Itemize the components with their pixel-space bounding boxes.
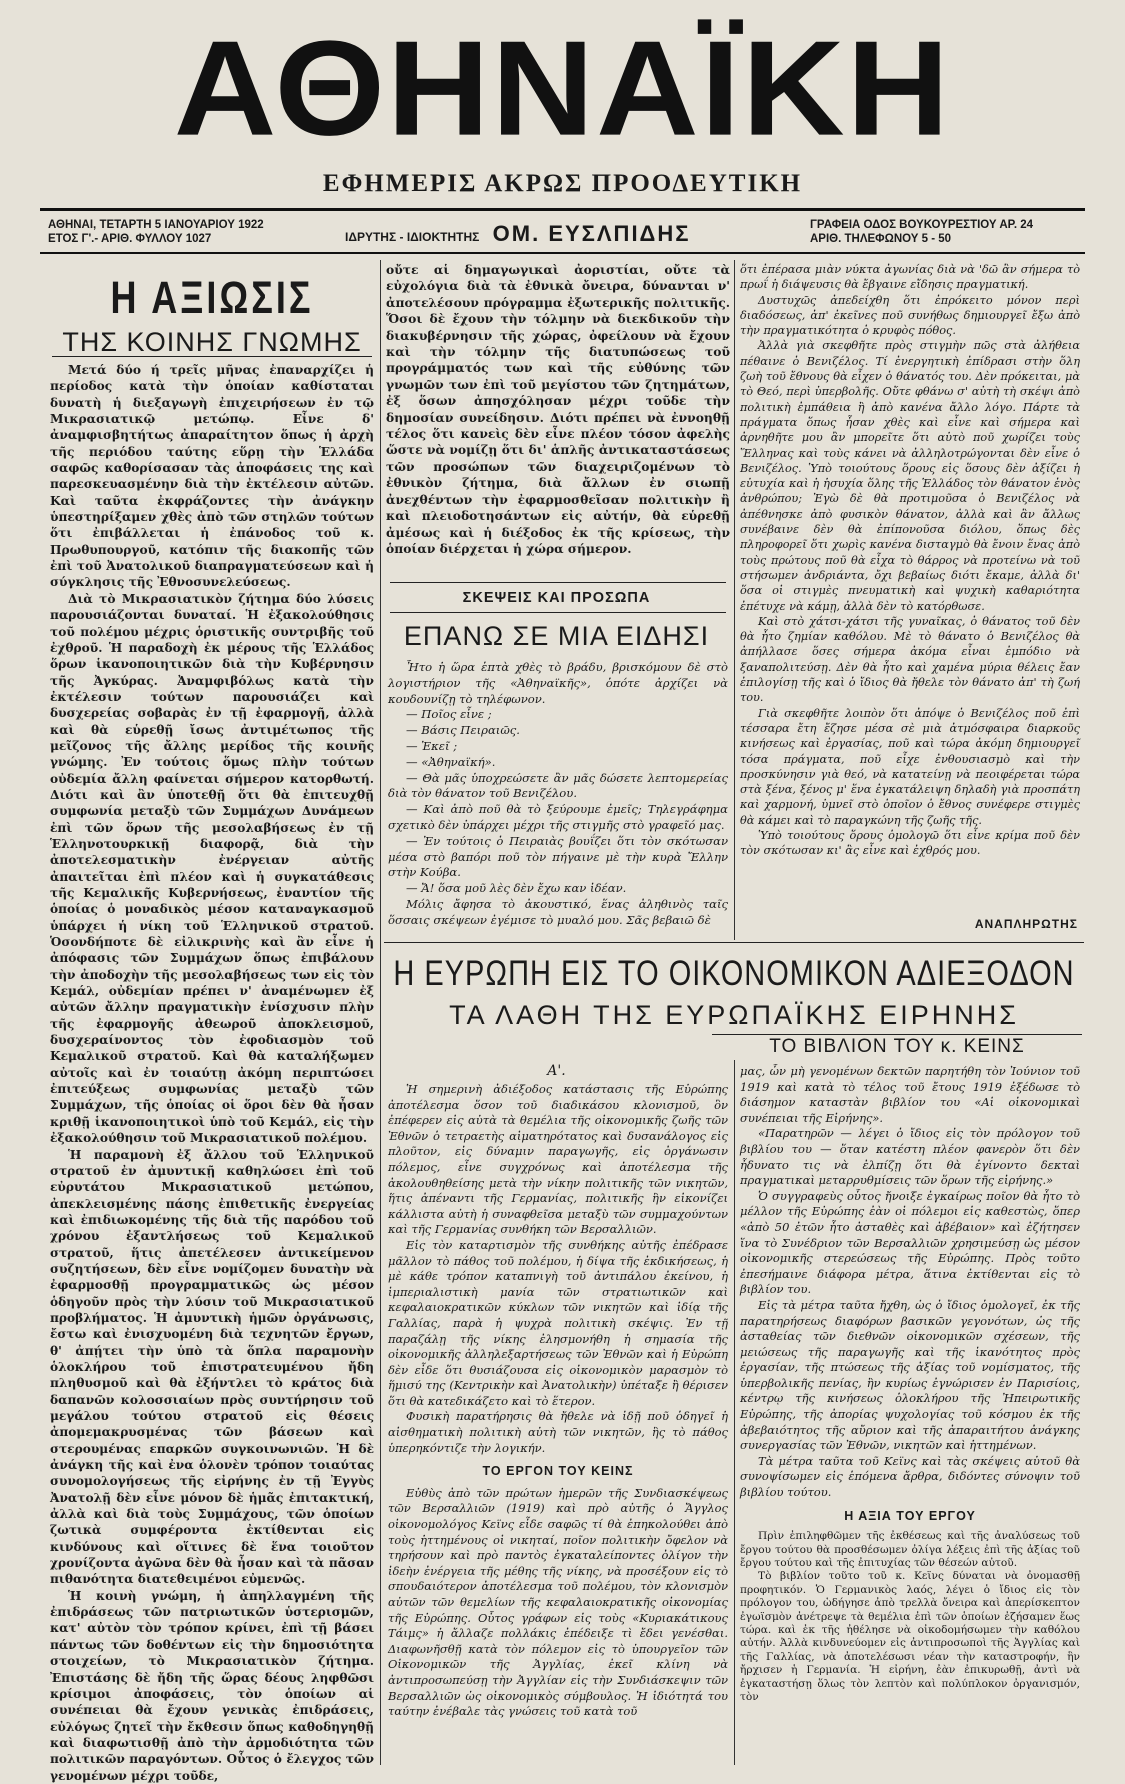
article2-col3-paragraph: Εἰς τὰ μέτρα ταῦτα ἤχθη, ὡς ὁ ἴδιος ὁμολογεῖ, ἐκ τῆς παρατηρήσεως διαφόρων βασικῶν γεγονότων, ὡς τῆς ἀσταθείας τῶν διεθνῶν οἰκονομικῶν σχέσεων, τῆς μειώσεως τῆς παραγωγῆς καὶ τῆς ἱκανότητος πρὸς ἐργασίαν, τῆς πτώσεως τῆς ἀξίας τοῦ νομίσματος, τῆς ὑπερβολικῆς πενίας, ἣν κυρίως ἐγνώρισεν ἐν Παρισίοις, κέντρῳ τῆς κινήσεως ὁλοκλήρου τῆς Ἠπειρωτικῆς Εὐρώπης, τῆς ἀπορίας ψυχολογίας τοῦ κόσμου ἐκ τῆς ἀβεβαιότητος τῆς αὔριον καὶ τῆς ἀπαραιτήτου ἀνάγκης συνεργασίας τῶν Ἐθνῶν, νικητῶν καὶ ἡττημένων. bbox=[740, 1297, 1080, 1453]
book-heading-rule bbox=[712, 1034, 1082, 1035]
newspaper-title: ΑΘΗΝΑΪΚΗ bbox=[173, 13, 952, 165]
column-paragraph: Ἀλλὰ γιὰ σκεφθῆτε πρὸς στιγμὴν πῶς στὰ ἀλήθεια πέθαινε ὁ Βενιζέλος. Τί ἐνεργητικὴ ἐπίδρασι στὴν ὅλη ζωὴ τοῦ ἔθνους θὰ εἶχεν ὁ θάνατός του. Δὲν πρόκειται, μὰ τὸ Θεό, περὶ ὑπερβολῆς. Οὔτε φθάνω σ' αὐτὴ τὴ σκέψι ἀπὸ πολιτικὴ ἐμπάθεια ἢ ἀπὸ κανένα ἄλλο λόγο. Πάρτε τὰ πράγματα ὅπως ἦσαν χθὲς καὶ εἶνε καὶ σήμερα καὶ ἀρνηθῆτε μου ἂν μπορεῖτε ὅτι αὐτὸ ποῦ χωρίζει τοὺς Ἕλληνας καὶ τοὺς κάνει νὰ ἀλληλοτρώγονται δὲν εἶνε ὁ Βενιζέλος. Ὑπὸ τοιούτους ὅρους εἰς ὅσους δὲν ἀξίζει ἡ εὐτυχία καὶ ἡ ἡσυχία ὅλης τῆς Ἑλλάδος τὸν θάνατον ἑνὸς ἀνθρώπου; Ἐγὼ δὲ θὰ προτιμοῦσα ὁ Βενιζέλος νὰ ἀπέθνησκε ἀπὸ φυσικὸν θάνατον, ἀλλὰ καὶ ἂν ἄλλως συνέβαινε δὲν θὰ ἐπίπονοῦσα διόλου, ὅπως δὲς πληροφορεῖ ὅτι χωρὶς κανένα δισταγμὸ θὰ ἔνοιν ἕνας ἀπὸ τοὺς πρώτους ποῦ θὰ εἶχα τὸ θάρρος νὰ προτείνω νὰ τοῦ στήσωμεν ἀνδριάντα, ὄχι βεβαίως διότι ἔκαμε, ἀλλὰ δι' ὅσα οἱ στιγμὲς πνευματικὴ καὶ ψυχικὴ καθαριότητα ἐπέτυχε νὰ κάμῃ, ἀλλὰ δὲν τὸ κατόρθωσε. bbox=[740, 339, 1080, 613]
column-paragraph: Γιὰ σκεφθῆτε λοιπὸν ὅτι ἀπόψε ὁ Βενιζέλος ποῦ ἐπὶ τέσσαρα ἔτη ἔζησε μέσα σὲ μιὰ ἀτμόσφαιρα διαρκοῦς κινήσεως καὶ ἐργασίας, ποῦ καὶ τώρα ἀκόμη δημιουργεῖ τόσα πράγματα, ποῦ εἶχε ἐνθουσιασμὸ καὶ τὴν προσκύνησιν γιὰ θεό, νὰ κατατείνῃ νὰ πεοιφέρεται τώρα στὰ ξένα, ξένος μ' ἕνα ἐγκατάλειψη δηλαδὴ γιὰ προσπάτη καὶ χαρμονή, ὑμνεῖ στὸ ὁποῖον ὁ ἔθνος συνέφερε στιγμὲς θὰ κάμει καὶ τὸ παραγκώνη τῆς ζωῆς τῆς. bbox=[740, 706, 1080, 827]
column-paragraph: — «Ἀθηναϊκή». bbox=[406, 754, 496, 769]
subsection-title: ΤΟ ΕΡΓΟΝ ΤΟΥ ΚΕΙΝΣ bbox=[482, 1464, 634, 1479]
masthead bbox=[40, 13, 1085, 165]
article1-title: Η ΑΞΙΩΣΙΣ bbox=[110, 271, 314, 323]
phone-line: ΑΡΙΘ. ΤΗΛΕΦΩΝΟΥ 5 - 50 bbox=[810, 233, 952, 245]
article2-col3-paragraph: Τὰ μέτρα ταῦτα τοῦ Κεϊνς καὶ τὰς σκέψεις αὐτοῦ θὰ συνοψίσωμεν εἰς ἑπόμενα ἄρθρα, διδόντες σύνοψιν τοῦ βιβλίου τούτου. bbox=[740, 1453, 1080, 1500]
issue-line: ΕΤΟΣ Γ'.- ΑΡΙΘ. ΦΥΛΛΟΥ 1027 bbox=[48, 233, 212, 245]
article2-subsection-paragraph: Εὐθὺς ἀπὸ τῶν πρώτων ἡμερῶν τῆς Συνδιασκέψεως τῶν Βερσαλλιῶν (1919) καὶ πρὸ αὐτῆς ὁ Ἄγγλος οἰκονομολόγος Κεϊνς εἶδε σαφῶς τί θὰ ἐπηκολούθει ἀπὸ τοὺς ἡττημένους οἱ νικηταί, ποῖον πολιτικὴν ὄφελον νὰ τηρήσουν καὶ πρὸ παντὸς ἐγκαταλείποντες ὀλίγον τὴν ἰδεὴν ἐνέργεια τῆς μέθης τῆς νίκης, νὰ προσέξουν εἰς τὸ σπουδαιότερον ἀποτέλεσμα τοῦ πολέμου, τὸν κλονισμὸν αὐτῶν τῶν θεμελίων τῆς κεφαλαιοκρατικῆς οἰκονομίας τῆς Εὐρώπης. Οὗτος γράφων εἰς τοὺς «Κυριακάτικους Τάιμς» ἡ ἄλλαζε πολλάκις ἐπέδειξε τὶ ἔδει γενέσθαι. Διαφωνῆσθῇ κατὰ τὸν πόλεμον εἰς τὸ ὑπουργεῖον τῶν Οἰκονομικῶν τῆς Ἀγγλίας, ἐκεῖ κλίνη νὰ ἀντιπροσωπεύσῃ τὴν Ἀγγλίαν εἰς τὴν Συνδιάσκεψιν τῶν Βερσαλλιῶν ὡς οἰκονομικὸς σύμβουλος. Ἡ ἰδιότητά του ταύτην ἐνέβαλε τὰς γνώσεις τοῦ κατὰ τοῦ bbox=[388, 1485, 728, 1719]
article2-col3 bbox=[740, 1064, 1080, 1705]
column-paragraph: Δυστυχῶς ἀπεδείχθη ὅτι ἐπρόκειτο μόνον περὶ διαδόσεως, ἀπ' ἐκεῖνες ποῦ συνήθως δημιουργεῖ ἔξω ἀπὸ τὴν πραγματικότητα ὁ κρυφὸς πόθος. bbox=[740, 293, 1080, 338]
column-paragraph: — Ἐν τούτοις ὁ Πειραιὰς βουΐζει ὅτι τὸν σκότωσαν μέσα στὸ βαπόρι ποῦ τὸν πήγαινε μὲ τὴν κυρὰ Ἔλλην στὴν Κούβα. bbox=[388, 833, 728, 880]
column-paragraph: — Ἐκεῖ ; bbox=[406, 738, 458, 753]
article1-rule bbox=[52, 356, 372, 357]
column-paragraph: Ἦτο ἡ ὥρα ἑπτὰ χθὲς τὸ βράδυ, βρισκόμουν δὲ στὸ λογιστήριον τῆς «Ἀθηναϊκῆς», ὁπότε ἀρχίζει νὰ κουδουνίζῃ τὸ τηλέφωνον. bbox=[388, 660, 728, 706]
article2-title: Η ΕΥΡΩΠΗ ΕΙΣ ΤΟ ΟΙΚΟΝΟΜΙΚΟΝ ΑΔΙΕΞΟΔΟΝ bbox=[393, 954, 1075, 994]
article2-col3-paragraph: Ὁ συγγραφεὺς οὗτος ἤνοιξε ἐγκαίρως ποῖον θὰ ἦτο τὸ μέλλον τῆς Εὐρώπης ἐὰν οἱ πόλεμοι εἰς καθεστὼς, ὅπερ «ἀπὸ 50 ἐτῶν ἦτο ἀσταθὲς καὶ ἀβέβαιον» καὶ ἐζήτησεν ἵνα τὸ Συνέδριον τῶν Βερσαλλιῶν χρησιμεύσῃ ὡς μέσον οἰκονομικῆς στερεώσεως τῆς Εὐρώπης. Πρὸς τοῦτο ἐπεσήμαινε διάφορα μέτρα, ἅτινα ἐκτίθενται εἰς τὸ βιβλίον του. bbox=[740, 1188, 1080, 1297]
article2-paragraph: Φυσικὴ παρατήρησις θὰ ἤθελε νὰ ἰδῇ ποῦ ὁδηγεῖ ἡ αἰσθηματικὴ πολιτικὴ αὐτὴ τῶν νικητῶν, ἣς τὸ πάθος ὑπερηκόντιζε τὴν λογικήν. bbox=[388, 1409, 728, 1455]
section-rule-top bbox=[390, 582, 726, 583]
issue-info bbox=[48, 218, 308, 246]
article1-paragraph: Μετά δύο ή τρεῖς μῆνας ἐπαναρχίζει ἡ περίοδος κατὰ τὴν ὁποίαν καθίσταται δυνατὴ ἡ διεξαγωγὴ ἐπιχειρήσεων ἐν τῷ Μικρασιατικῷ μετώπῳ. Εἶνε δ' ἀναμφισβητήτως ἀπαραίτητον ὅπως ἡ ἀρχὴ τῆς περιόδου ταύτης εὕρῃ τὴν Ἑλλάδα σαφῶς καθορίσασαν τὰς ἀποφάσεις της καὶ παρεσκευασμένην διὰ τὴν ἐκτέλεσιν αὐτῶν. Καὶ ταῦτα ἐκφράζοντες τὴν ἀνάγκην ὑπεστηρίξαμεν χθὲς ἀπὸ τῶν στηλῶν τούτων ὅτι ἐπιβάλλεται ἡ ἐπάνοδος τοῦ κ. Πρωθυπουργοῦ, κατόπιν τῆς διακοπῆς τῶν ἐπὶ τοῦ Ἀνατολικοῦ διαπραγματεύσεων καὶ ἡ σύγκλησις τῆς Ἐθνοσυνελεύσεως. bbox=[50, 363, 374, 590]
column-paragraph: Ὑπὸ τοιούτους ὅρους ὁμολογῶ ὅτι εἶνε κρίμα ποῦ δὲν τὸν σκότωσαν κι' ἂς εἶνε καὶ ἐχθρός μου. bbox=[740, 828, 1080, 858]
article2-body bbox=[388, 1082, 728, 1720]
article2-col3-paragraph: μας, ὧν μὴ γενομένων δεκτῶν παρητήθη τὸν Ἰούνιον τοῦ 1919 καὶ κατὰ τὸ τέλος τοῦ ἔτους 1919 ἐξέδωσε τὸ διάσημον καταστὰν βιβλίον του «Αἱ οἰκονομικαὶ συνέπειαι τῆς Εἰρήνης». bbox=[740, 1064, 1080, 1125]
column-rule-2 bbox=[734, 260, 735, 940]
masthead-rule-bottom bbox=[40, 252, 1085, 254]
article1-subtitle: ΤΗΣ ΚΟΙΝΗΣ ΓΝΩΜΗΣ bbox=[62, 327, 362, 357]
article1-paragraph: Ἡ παραμονὴ ἐξ ἄλλου τοῦ Ἑλληνικοῦ στρατοῦ ἐν ἀμυντικῇ καθηλώσει ἐπὶ τοῦ εὐρυτάτου Μικρασιατικοῦ μετώπου, ἀπεκλεισμένης πάσης ἐπιθετικῆς ἐνεργείας καὶ ἐπιδιωκομένης τῆς διὰ τῆς παρόδου τοῦ χρόνου ἐξαντλήσεως τοῦ Κεμαλικοῦ στρατοῦ, ἥτις ἀπετέλεσεν ἀντικείμενον συζητήσεων, δὲν εἶνε νομίζομεν δυνατὴν νὰ ἐφαρμοσθῇ προγραμματικῶς ὡς μέσον ὁδηγοῦν πρὸς τὴν λύσιν τοῦ Μικρασιατικοῦ προβλήματος. Ἡ ἀμυντικὴ ἡμῶν ὀργάνωσις, ἔστω καὶ ἐνισχυομένη διὰ τεχνητῶν ἔργων, θ' ἀπῄτει τὴν ὑπὸ τὰ ὅπλα παραμονὴν ὁλοκλήρου τοῦ ἐπιστρατευμένου ἤδη πληθυσμοῦ καὶ θὰ ἐξήντλει τὸ κράτος διὰ δαπανῶν κολοσσιαίων πρὸς συντήρησιν τοῦ μεγάλου τούτου στρατοῦ εἰς θέσεις ἀπομεμακρυσμένας τῶν βάσεων καὶ στερουμένας επαρκῶν συγκοινωνιῶν. Ἡ δὲ ἀνάγκη τῆς καὶ ἐνα ὁλονὲν τρόπον τοιαύτας συνομολογήσεως τῆς εἰρήνης ἐν τῇ Ἐγγὺς Ἀνατολῇ δὲν εἶνε μόνον δὲ ἡμᾶς ἐπιτακτική, ἀλλὰ καὶ διὰ τοὺς Συμμάχους, τῶν ὁποίων ζωτικὰ συμφέροντα ἐκτίθενται εἰς κινδύνους καὶ οἵτινες δὲ ἕνα τοιοῦτον χρονίζοντα ἀγῶνα δὲν θὰ ἦσαν καὶ τὰ πᾶσαν πιθανότητα διατεθειμένοι εὐμενῶς. bbox=[50, 1147, 374, 1587]
value-paragraph: Τὸ βιβλίον τοῦτο τοῦ κ. Κεϊνς δύναται νὰ ὀνομασθῇ προφητικόν. Ὁ Γερμανικὸς λαός, λέγει ὁ ἴδιος εἰς τὸν πρόλογον του, ὡδήγησε ἀπὸ τρελλὰ ὄνειρα καὶ ἀπερίσκεπτον ἐγωϊσμὸν ἀνέτρεψε τὰ θεμέλια ἐπὶ τῶν ὁποίων ἐζήσαμεν ἕως τώρα. καὶ ἐκ τῆς ἠθέλησε νὰ οἰκοδομήσωμεν τὴν καθόλου αὐτήν. Ἀλλὰ κινδυνεύομεν εἰς ἀντιπροσωποὶ τῆς Ἀγγλίας καὶ τῆς Γαλλίας, νὰ ἀποτελέσωσι νέαν τὴν καταστροφήν, ἣν ἤρχισεν ἡ Γερμανία. Ἡ εἰρήνη, ἐὰν ἐπικυρωθῇ, ἀντὶ νὰ ἐγκαταστήσῃ ὅλως τὸν λεπτὸν καὶ πολύπλοκον ὀργανισμόν, τὸν bbox=[740, 1570, 1080, 1704]
column-paragraph: — Καὶ ἀπὸ ποῦ θὰ τὸ ξεύρουμε ἐμεῖς; Τηλεγράφημα σχετικὸ δὲν ὑπάρχει μέχρι τῆς στιγμῆς στὸ γραφεῖό μας. bbox=[388, 802, 728, 832]
office-line: ΓΡΑΦΕΙΑ ΟΔΟΣ ΒΟΥΚΟΥΡΕΣΤΙΟΥ ΑΡ. 24 bbox=[810, 219, 1034, 231]
article2-subtitle: ΤΑ ΛΑΘΗ ΤΗΣ ΕΥΡΩΠΑΪΚΗΣ ΕΙΡΗΝΗΣ bbox=[449, 1000, 1019, 1030]
value-body bbox=[740, 1530, 1080, 1704]
article2-rule-top bbox=[384, 942, 1084, 943]
section-label: ΣΚΕΨΕΙΣ ΚΑΙ ΠΡΟΣΩΠΑ bbox=[462, 590, 651, 606]
office-info bbox=[810, 218, 1080, 246]
book-heading: ΤΟ ΒΙΒΛΙΟΝ ΤΟΥ κ. ΚΕΙΝΣ bbox=[769, 1036, 1025, 1057]
value-title: Η ΑΞΙΑ ΤΟΥ ΕΡΓΟΥ bbox=[844, 1508, 976, 1523]
column-body-part2 bbox=[740, 262, 1080, 859]
value-paragraph: Πρὶν ἐπιληφθῶμεν τῆς ἐκθέσεως καὶ τῆς ἀναλύσεως τοῦ ἔργου τούτου θὰ προσθέσωμεν ὀλίγα λέξεις ἐπὶ τῆς ἀξίας τοῦ ἔργου τούτου καὶ τῆς ἐπιτυχίας τῶν θέσεών αὐτοῦ. bbox=[740, 1530, 1080, 1570]
date-line: ΑΘΗΝΑΙ, ΤΕΤΑΡΤΗ 5 ΙΑΝΟΥΑΡΙΟΥ 1922 bbox=[48, 219, 264, 231]
column-paragraph: Μόλις ἄφησα τὸ ἀκουστικό, ἕνας ἀληθινὸς ταῖς ὅσσαις σκέψεων ἐγέμισε τὸ μυαλό μου. Σᾶς βεβαιῶ δὲ bbox=[388, 896, 728, 927]
founder-line bbox=[345, 221, 775, 247]
article2-paragraph: Εἰς τὸν καταρτισμὸν τῆς συνθήκης αὐτῆς ἐπέδρασε μᾶλλον τὸ πάθος τοῦ πολέμου, ἡ δίψα τῆς ἐκδικήσεως, ἡ μὲ κάθε τρόπον καταπνιγὴ τοῦ ἀντιπάλου ἐκείνου, ἡ ἱμπεριαλιστικὴ μανία τῶν στρατιωτικῶν καὶ κεφαλαιοκρατικῶν κύκλων τῶν νικητῶν καὶ ἰδίᾳ τῆς Γαλλίας, παρὰ ἡ ψυχρὰ πολιτικὴ σκέψις. Ἐν τῇ παραζάλῃ τῆς νίκης ἐλησμονήθη ἡ σημασία τῆς οἰκονομικῆς ἀλληλεξαρτήσεως τῶν Ἐθνῶν καὶ ἡ Εὐρώπη δὲν εἶδε ὅτι θυσιάζουσα εἰς οἰκονομικὸν μαρασμὸν τὸ ἥμισύ της (Κεντρικὴν καὶ Ἀνατολικὴν) ὑπέταξε ἢ θέρισεν ὅτι θὰ κατεδικάζετο καὶ τὸ ἕτερον. bbox=[388, 1237, 728, 1408]
article1-paragraph: Ἡ κοινὴ γνώμη, ἡ ἀπηλλαγμένη τῆς ἐπιδράσεως τῶν πατριωτικῶν ὑστερισμῶν, κατ' αὐτὸν τὸν τρόπον κρίνει, ἐπὶ τῇ βάσει πάντως τῶν δοθέντων εἰς τὴν δημοσιότητα στοιχείων, τὸ Μικρασιατικὸν ζήτημα. Ἐπιστάσης δὲ ἤδη τῆς ὥρας δέους ληφθῶσι κρίσιμοι ἀποφάσεις, τὸν ὁποίων αἱ συνέπειαι θὰ ἔχουν γενικὰς ἐπιδράσεις, εὐλόγως ζητεῖ τὴν ἔκθεσιν ὅπως καθοδηγηθῇ καὶ διαφωτισθῇ ἀπὸ τὴν ἀρμοδιότητα τῶν πολιτικῶν παραγόντων. Οὗτος ὁ ἔλεγχος τῶν γενομένων μέχρι τοῦδε, bbox=[50, 1588, 374, 1783]
column-paragraph: — Ἄ! ὅσα μοῦ λὲς δὲν ἔχω καν ἰδέαν. bbox=[406, 881, 627, 896]
newspaper-subtitle: ΕΦΗΜΕΡΙΣ ΑΚΡΩΣ ΠΡΟΟΔΕΥΤΙΚΗ bbox=[322, 170, 803, 197]
part-label: Α'. bbox=[547, 1063, 566, 1079]
column-rule-1 bbox=[380, 260, 381, 1765]
article1-headline bbox=[48, 271, 376, 360]
article2-paragraph: Ἡ σημερινὴ ἀδιέξοδος κατάστασις τῆς Εὐρώπης ἀποτέλεσμα ὅσον τοῦ διαδικάσου κλονισμοῦ, ὃν ἐπέφερεν εἰς αὐτὰ τὰ θεμέλια τῆς οἰκονομικῆς ζωῆς τῶν Ἐθνῶν ὁ τετραετὴς αἱματηρότατος καὶ δυσανάλογος εἰς πλοῦτον, εἰς δύναμιν παραγωγῆς, εἰς ὀργάνωσιν πόλεμος, εἶνε συγχρόνως καὶ ἀποτέλεσμα τῆς ἀκολουθηθείσης μετὰ τὴν νίκην πολιτικῆς τῶν νικητῶν, ἥτις ἀπέναντι τῆς Γερμανίας, πολιτικῆς ἣν εἰκονίζει κάλλιστα αὐτὴ ἡ συναφθεῖσα μεταξὺ τῶν συμμαχούντων καὶ τῆς Γερμανίας συνθήκη τῶν Βερσαλλιῶν. bbox=[388, 1082, 728, 1237]
column-title: ΕΠΑΝΩ ΣΕ ΜΙΑ ΕΙΔΗΣΙ bbox=[403, 621, 710, 651]
article1-paragraph: Διὰ τὸ Μικρασιατικὸν ζήτημα δύο λύσεις παρουσιάζονται δυναταί. Ἡ ἐξακολούθησις τοῦ πολέμου μέχρις ὁριστικῆς συντριβῆς τοῦ ἐχθροῦ. Ἡ παραδοχὴ ἐκ μέρους τῆς Ἑλλάδος ὅρων ἱκανοποιητικῶν διὰ τὴν Κυβέρνησιν τῆς Ἀγκύρας. Ἀναμφιβόλως κατὰ τὴν ἐκτέλεσιν τούτων παρουσιάζει καὶ δυσχερείας σοβαρὰς ἐν τῇ ἐφαρμογῇ, ἀλλὰ καὶ θὰ εὑρεθῇ ἴσως ἀντιμέτωπος τῆς μεῖζονος τῆς ἄλλης μερίδος τῆς κοινῆς γνώμης. Ἐν τούτοις ὅμως πλὴν τούτων οὐδεμία ἄλλη φαίνεται σήμερον κατορθωτή. Διότι καὶ ἂν ὑποτεθῇ ὅτι θὰ ἐπιτευχθῇ συμφωνία μεταξὺ τῶν Συμμάχων Δυνάμεων ἐπὶ τῶν ὅρων τῆς μεσολαβήσεως ἐν τῇ Ἑλληνοτουρκικῇ διαφορᾷ, διὰ τὴν ἀποτελεσματικὴν ἐνέργειαν αὐτῆς ἀπαιτεῖται ἐπὶ πλέον καὶ ἡ συγκατάθεσις τῆς Κεμαλικῆς Κυβερνήσεως, ἐναντίον τῆς ὁποίας ὁ μοναδικὸς μέσον καταναγκασμοῦ ὑπάρχει ἡ νίκη τοῦ Ἑλληνικοῦ στρατοῦ. Ὁσονδήποτε δὲ εἰλικρινὴς καὶ ἂν εἶνε ἡ ἀπόφασις τῶν Συμμάχων ὅπως ἐπιβάλουν τὴν ἀποδοχὴν τῆς μεσολαβήσεως των εἰς τὸν Κεμάλ, οὐδεμίαν πρέπει ν' ἀναμένωμεν ἐξ αὐτῶν ἄλλην πραγματικὴν ἐνίσχυσιν πλὴν τῆς ἐφαρμογῆς ἀθεωροῦ ἀποκλεισμοῦ, δυσχεραίνοντος τὸν ἐφοδιασμὸν τοῦ Κεμαλικοῦ στρατοῦ. Καὶ θὰ καταλήξωμεν αὐτοῖς καὶ ἐν τοιαύτῃ ἀκόμη περιπτώσει ἐπιτεύξεως συμφωνίας μεταξὺ τῶν Συμμάχων, τῆς ὁποίας οἱ ὅροι δὲν θὰ ἦσαν κριθῇ ἱκανοποιητικοὶ ὑπὸ τοῦ Κεμάλ, εἰς τὴν ἐξακολούθησιν τοῦ Μικρασιατικοῦ πολέμου. bbox=[50, 591, 374, 1146]
article1-continued bbox=[386, 262, 730, 557]
column-rule-3 bbox=[734, 1060, 735, 1765]
masthead-rule-top bbox=[40, 208, 1085, 211]
column-paragraph: Καὶ στὸ χάτσι-χάτσι τῆς γυναῖκας, ὁ θάνατος τοῦ δὲν θὰ ἦτο ζημίαν καθόλου. Μὲ τὸ θάνατο ὁ Βενιζέλος θὰ ἀπήλλασε ὅσες σήμερα ἀκόμα εἶναι ἐμπόδιο νὰ ξαναπολιτεύσῃ. Δὲν θὰ ἦτο καὶ χαμένα μύρια θέλεις ἔαν ἐπιλογίσῃ τῆς καὶ ὁ ἴδιος θὰ ἤθελε τὸν θάνατο ἀπ' τὴ ζωή του. bbox=[740, 614, 1080, 705]
column-body-part1 bbox=[388, 660, 728, 929]
column-paragraph: — Ποῖος εἶνε ; bbox=[406, 707, 492, 722]
article1-body bbox=[50, 362, 374, 1784]
column-paragraph: — Θὰ μᾶς ὑποχρεώσετε ἂν μᾶς δώσετε λεπτομερείας διὰ τὸν θάνατον τοῦ Βενιζέλου. bbox=[388, 770, 728, 801]
column-signature: ΑΝΑΠΛΗΡΩΤΗΣ bbox=[974, 917, 1078, 931]
founder-name: ΟΜ. ΕΥΣΛΠΙΔΗΣ bbox=[492, 221, 691, 246]
founder-label: ΙΔΡΥΤΗΣ - ΙΔΙΟΚΤΗΤΗΣ bbox=[345, 230, 480, 244]
article2-col3-paragraph: «Παρατηρῶν — λέγει ὁ ἴδιος εἰς τὸν πρόλογον τοῦ βιβλίου του — ὅταν κατέστη πλέον φανερὸν ὅτι δὲν ἦδυνατο τις νὰ ἐλπίζῃ ὅτι θὰ ἐγίνοντο δεκταὶ πραγματικαὶ μεταρρυθμίσεις τῶν ὅρων τῆς εἰρήνης.» bbox=[740, 1126, 1080, 1188]
article1-cont-paragraph: οὔτε αἱ δημαγωγικαὶ ἀοριστίαι, οὔτε τὰ εὐχολόγια διὰ τὰ ἐθνικὰ ὄνειρα, δύνανται ν' ἀποτελέσουν πρόγραμμα ἐξωτερικῆς πολιτικῆς. Ὅσοι δὲ ἔχουν τὴν τόλμην νὰ διεκδικοῦν τὴν διακυβέρνησιν τῆς χώρας, ὀφείλουν νὰ ἔχουν καὶ τὴν τόλμην τῆς διατυπώσεως τοῦ προγράμματός των καὶ τῆς εὐθύνης τῶν γνωμῶν των ἐπὶ τοῦ μεγίστου τῶν ζητημάτων, ἐξ ὅσων ἀπησχόλησαν μέχρι τοῦδε τὴν δημοσίαν συνείδησιν. Διότι πρέπει νὰ ἐννοηθῇ τέλος ὅτι κανεὶς δὲν εἶνε πλέον τόσον ἀφελὴς ὥστε νὰ νομίζῃ ὅτι δι' ἁπλῆς ἀντικαταστάσεως τῶν προσώπων τῶν διαχειριζομένων τὸ ἐθνικὸν ζήτημα, διὰ ἄλλων ἐν σιωπῇ ἀνεχθέντων τὴν ἐφαρμοσθεῖσαν πολιτικὴν ἢ καὶ πλειοδοτησάντων εἰς αὐτήν, θὰ εὑρεθῇ ἀμέσως καὶ ἡ διέξοδος ἐκ τῆς κρίσεως, τὴν ὁποίαν διέρχεται ἡ χώρα σήμερον. bbox=[386, 262, 730, 556]
section-rule-bottom bbox=[390, 612, 726, 613]
column-paragraph: — Βάσις Πειραιῶς. bbox=[406, 723, 520, 738]
column-paragraph: ὅτι ἐπέρασα μιὰν νύκτα ἀγωνίας διὰ νὰ 'δῶ ἂν σήμερα τὸ πρωΐ ἡ διάψευσις θὰ ἔβγαινε εἴδησις πραγματική. bbox=[740, 263, 1080, 292]
